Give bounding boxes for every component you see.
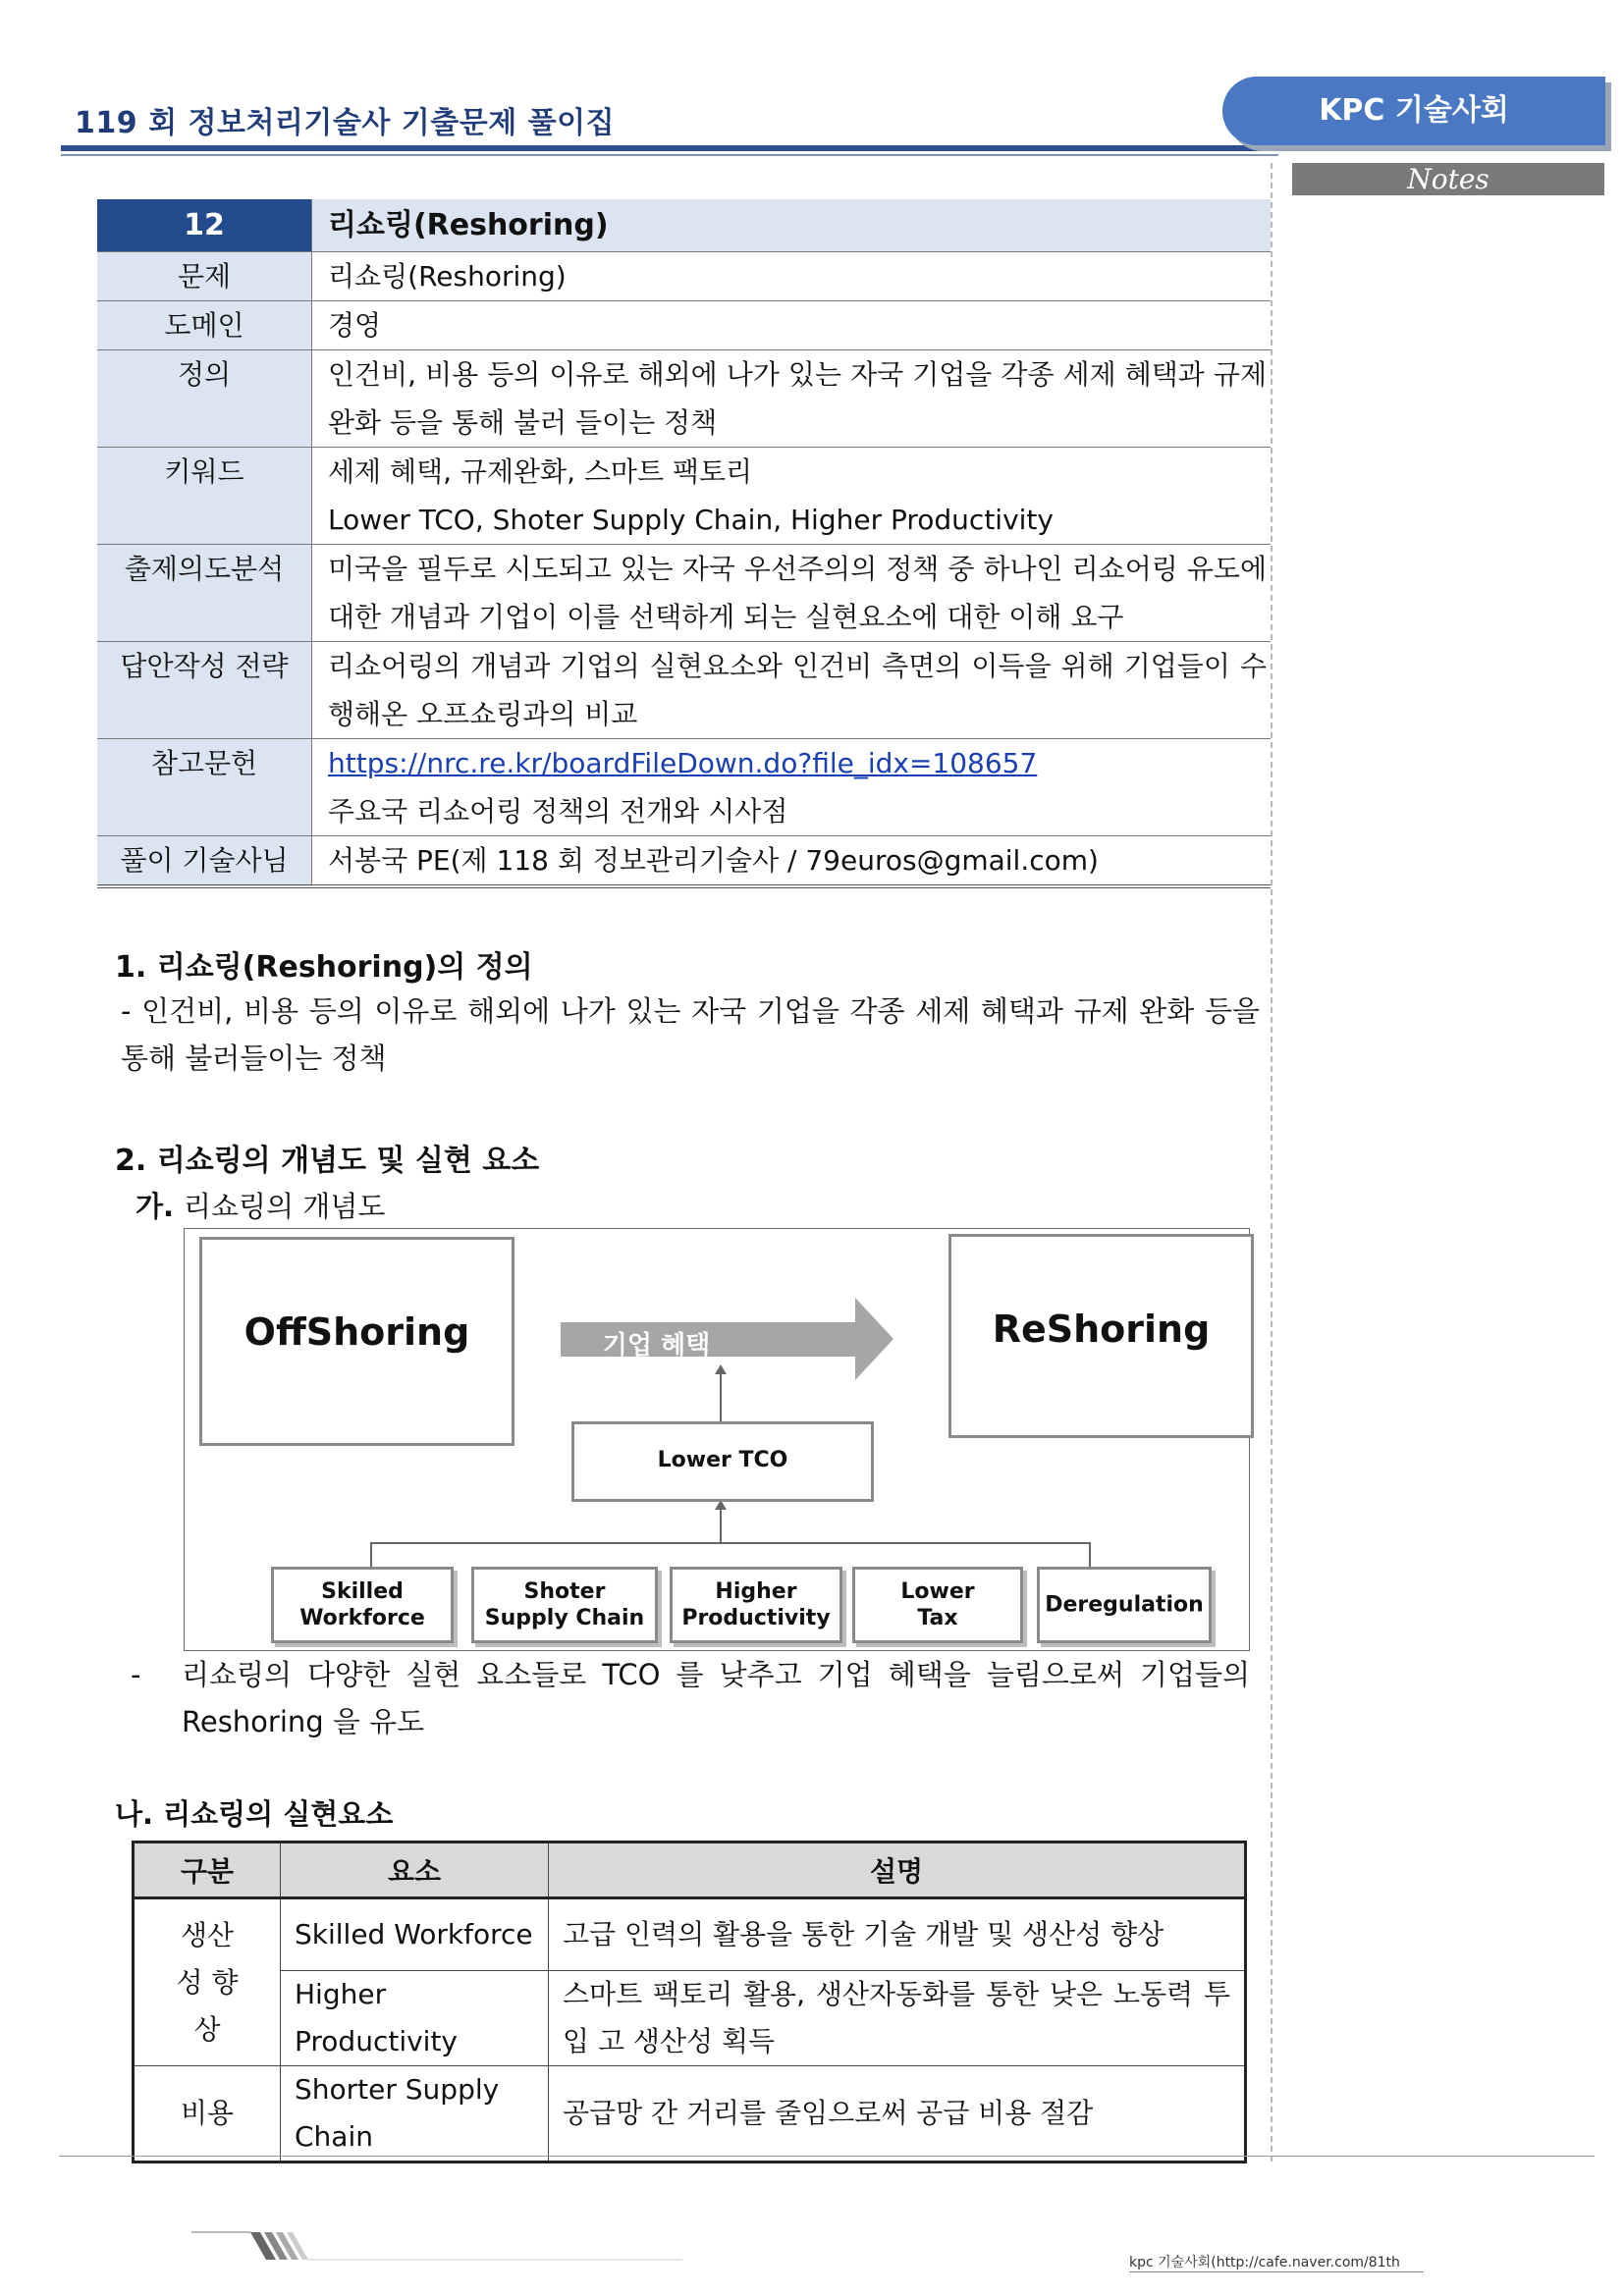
row-label-references: 참고문헌 — [97, 739, 312, 836]
table-row — [97, 350, 1271, 448]
row-label-keywords: 키워드 — [97, 448, 312, 545]
element-cell: Shorter Supply Chain — [281, 2066, 549, 2163]
table-row — [134, 1971, 1246, 2066]
section-1-text: - 인건비, 비용 등의 이유로 해외에 나가 있는 자국 기업을 각종 세제 혜택과 규제 완화 등을 통해 불러들이는 정책 — [121, 994, 1260, 1075]
document-header-title: 119 회 정보처리기술사 기출문제 풀이집 — [75, 106, 616, 140]
factor-box-productivity — [670, 1567, 842, 1643]
section-2-title: 2. 리쇼링의 개념도 및 실현 요소 — [115, 1144, 540, 1178]
reshoring-box — [948, 1234, 1254, 1438]
factor-line-1: Skilled — [321, 1579, 404, 1604]
factor-line-1: Shoter — [523, 1579, 606, 1604]
row-label-author: 풀이 기술사님 — [97, 836, 312, 887]
offshoring-box — [199, 1237, 514, 1446]
row-value-author: 서봉국 PE(제 118 회 정보관리기술사 / 79euros@gmail.com) — [328, 844, 1099, 877]
notes-divider — [1271, 163, 1272, 2162]
column-header-category: 구분 — [134, 1842, 281, 1898]
row-value-keywords-ko: 세제 혜택, 규제완화, 스마트 팩토리 — [328, 455, 753, 488]
element-cell: Skilled Workforce — [281, 1898, 549, 1971]
description-cell: 공급망 간 거리를 줄임으로써 공급 비용 절감 — [549, 2066, 1246, 2163]
category-label: 생산성 향상 — [176, 1918, 239, 2046]
factor-line-1: Higher — [715, 1579, 797, 1604]
factor-line-2: Supply Chain — [484, 1606, 645, 1630]
category-cell — [134, 1898, 281, 2066]
row-value-keywords-en: Lower TCO, Shoter Supply Chain, Higher Productivity — [328, 504, 1054, 536]
notes-label: Notes — [1292, 163, 1604, 195]
table-row — [134, 2066, 1246, 2163]
table-row — [97, 252, 1271, 301]
note-dash: - — [131, 1658, 141, 1691]
lower-tco-label: Lower TCO — [657, 1448, 788, 1472]
lower-tco-box — [571, 1421, 874, 1502]
subsection-a-heading — [135, 1185, 385, 1225]
table-row — [97, 739, 1271, 836]
row-label-problem: 문제 — [97, 252, 312, 301]
offshoring-label: OffShoring — [244, 1310, 470, 1354]
footer-rule — [1129, 2271, 1424, 2272]
benefit-arrow-label: 기업 혜택 — [602, 1331, 711, 1361]
section-1-title: 1. 리쇼링(Reshoring)의 정의 — [115, 950, 533, 985]
reshoring-elements-table — [132, 1841, 1247, 2163]
reference-link[interactable]: https://nrc.re.kr/boardFileDown.do?file_idx=108657 — [328, 747, 1038, 779]
column-header-element: 요소 — [281, 1842, 549, 1898]
factor-line-1: Deregulation — [1045, 1592, 1204, 1618]
reshoring-concept-diagram — [184, 1228, 1250, 1651]
table-header-row — [134, 1842, 1246, 1898]
footer-stripes-graphic — [191, 2226, 682, 2266]
row-value-domain: 경영 — [328, 309, 382, 342]
factor-line-2: Workforce — [299, 1606, 425, 1630]
subsection-a-label: 리쇼링의 개념도 — [184, 1190, 386, 1223]
footer-url: kpc 기술사회(http://cafe.naver.com/81th — [1129, 2255, 1400, 2270]
row-label-intent: 출제의도분석 — [97, 545, 312, 642]
column-header-description: 설명 — [549, 1842, 1246, 1898]
table-row — [97, 448, 1271, 545]
row-label-strategy: 답안작성 전략 — [97, 642, 312, 739]
description-cell: 스마트 팩토리 활용, 생산자동화를 통한 낮은 노동력 투입 고 생산성 획득 — [549, 1971, 1246, 2066]
up-arrowhead-icon — [715, 1364, 727, 1374]
row-label-domain: 도메인 — [97, 301, 312, 350]
diagram-note: 리쇼링의 다양한 실현 요소들로 TCO 를 낮추고 기업 혜택을 늘림으로써 기업들의 Reshoring 을 유도 — [182, 1658, 1250, 1738]
page-bottom-rule — [59, 2156, 1595, 2157]
factor-box-lower-tax — [852, 1567, 1023, 1643]
question-number: 12 — [97, 199, 312, 252]
header-rule-thin — [61, 154, 1278, 156]
description-cell: 고급 인력의 활용을 통한 기술 개발 및 생산성 향상 — [549, 1898, 1246, 1971]
table-row — [97, 301, 1271, 350]
question-topic: 리쇼링(Reshoring) — [312, 199, 1272, 252]
header-rule — [61, 145, 1278, 151]
element-cell: Higher Productivity — [281, 1971, 549, 2066]
table-row — [97, 199, 1271, 252]
reshoring-label: ReShoring — [992, 1308, 1211, 1351]
row-value-definition: 인건비, 비용 등의 이유로 해외에 나가 있는 자국 기업을 각종 세제 혜택과 규제 완화 등을 통해 불러 들이는 정책 — [328, 358, 1267, 439]
row-value-problem: 리쇼링(Reshoring) — [328, 260, 567, 293]
subsection-b-title: 나. 리쇼링의 실현요소 — [115, 1797, 394, 1831]
question-info-table — [97, 199, 1271, 888]
reference-title: 주요국 리쇼어링 정책의 전개와 시사점 — [328, 795, 788, 828]
table-row — [97, 836, 1271, 887]
table-row — [134, 1898, 1246, 1971]
factor-line-2: Tax — [917, 1606, 958, 1630]
category-cell: 비용 — [134, 2066, 281, 2163]
factor-box-skilled-workforce — [271, 1567, 454, 1643]
row-label-definition: 정의 — [97, 350, 312, 448]
table-row — [97, 545, 1271, 642]
row-value-intent: 미국을 필두로 시도되고 있는 자국 우선주의의 정책 중 하나인 리쇼어링 유도에 대한 개념과 기업이 이를 선택하게 되는 실현요소에 대한 이해 요구 — [328, 553, 1267, 633]
factor-box-deregulation — [1037, 1567, 1212, 1643]
factors-bracket — [371, 1543, 1090, 1567]
factor-box-supply-chain — [471, 1567, 658, 1643]
org-tab-label: KPC 기술사회 — [1319, 93, 1509, 128]
subsection-a-marker: 가. — [135, 1190, 175, 1223]
factor-line-1: Lower — [900, 1579, 975, 1604]
factor-line-2: Productivity — [681, 1606, 831, 1630]
row-value-strategy: 리쇼어링의 개념과 기업의 실현요소와 인건비 측면의 이득을 위해 기업들이 수행해온 오프쇼링과의 비교 — [328, 650, 1267, 730]
table-row — [97, 642, 1271, 739]
